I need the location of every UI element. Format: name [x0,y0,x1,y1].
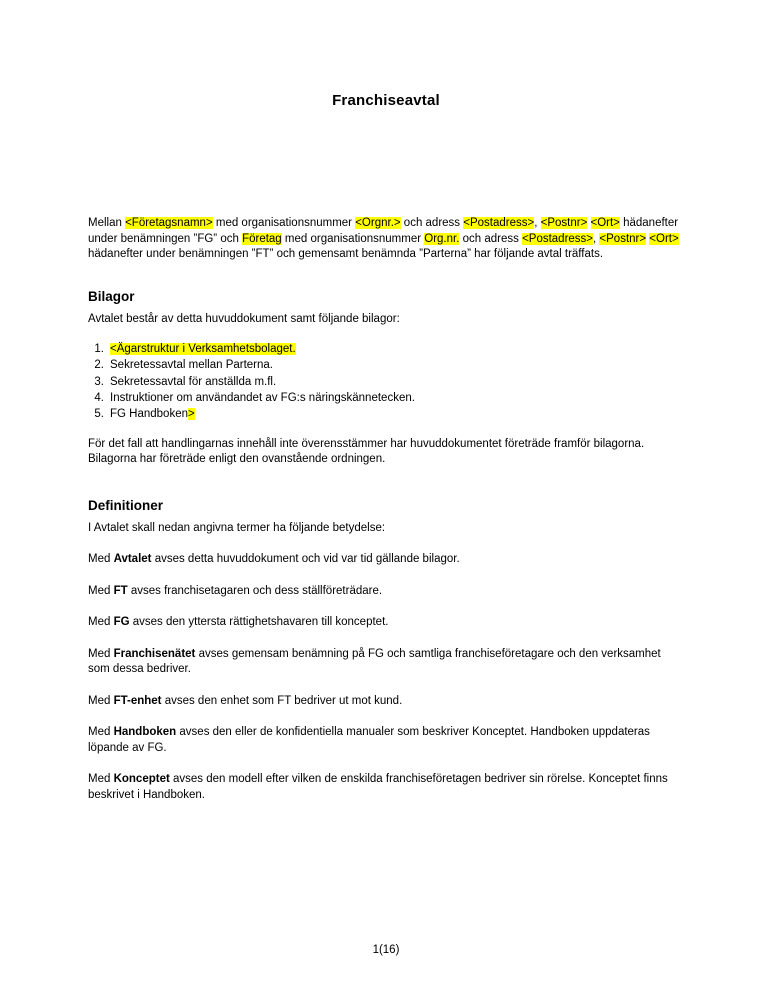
bilagor-lead: Avtalet består av detta huvuddokument samt följande bilagor: [88,312,400,325]
list-item-number: 4. [94,392,104,405]
definition-fg [88,615,684,631]
intro-text-1: Mellan [88,217,126,229]
page-footer [0,944,772,956]
placeholder-ort-1: <Ort> [590,217,620,229]
definition-handboken [88,725,684,756]
page-number: 1(16) [372,944,400,956]
definition-franchisenatet [88,647,684,678]
definition-text: avses den eller de konfidentiella manualer som beskriver Konceptet. Handboken uppdateras löpande av FG. [88,726,650,754]
list-item [88,357,684,373]
list-item-number: 5. [94,408,104,421]
heading-bilagor: Bilagor [88,288,135,304]
intro-text-6: hädanefter under benämningen ”FG” och [88,217,679,245]
placeholder-foretag: Företag [242,232,282,245]
intro-text-8: och adress [459,232,523,245]
definition-text: avses gemensam benämning på FG och samtliga franchiseföretagare och den verksamhet som dessa bedriver. [88,647,661,676]
definition-ft [88,584,684,600]
placeholder-ort-2: <Ort> [649,232,679,245]
list-item-number: 1. [94,343,104,356]
definition-prefix: Med [88,553,114,566]
definition-term: Franchisenätet [113,647,196,660]
definition-text: avses den yttersta rättighetshavaren till konceptet. [129,616,389,629]
placeholder-foretagsnamn: <Företagsnamn> [125,217,213,229]
definition-text: avses detta huvuddokument och vid var tid gällande bilagor. [151,553,460,566]
list-item-number: 2. [94,359,104,372]
intro-text-2: med organisationsnummer [212,217,356,229]
page-title: Franchiseavtal [332,92,440,109]
definition-prefix: Med [88,694,114,707]
placeholder-postadress-1: <Postadress> [463,217,535,229]
definitioner-lead: I Avtalet skall nedan angivna termer ha följande betydelse: [88,521,386,534]
definition-ft-enhet [88,694,684,710]
definition-prefix: Med [88,726,114,739]
definition-avtalet [88,552,684,568]
heading-definitioner: Definitioner [88,497,164,513]
intro-text-3: och adress [400,217,464,229]
definition-prefix: Med [88,647,114,660]
list-item-hl-close: > [188,408,195,421]
definition-term: Konceptet [113,773,170,786]
definition-term: FT [113,584,128,597]
intro-text-9: , [593,232,600,245]
section-bilagor [88,289,684,468]
bilagor-list [88,341,684,423]
list-item-label: Sekretessavtal mellan Parterna. [110,359,273,372]
intro-text-4: , [534,217,541,229]
definition-text: avses den enhet som FT bedriver ut mot kund. [161,694,403,707]
definition-term: Handboken [113,726,177,739]
placeholder-postnr-2: <Postnr> [599,232,647,245]
intro-text-7: med organisationsnummer [281,232,425,245]
definition-text: avses franchisetagaren och dess ställföreträdare. [127,584,383,597]
placeholder-postadress-2: <Postadress> [522,232,594,245]
list-item [88,390,684,406]
list-item-label: FG Handboken [110,408,188,421]
intro-paragraph [88,216,684,263]
list-item-label: Instruktioner om användandet av FG:s näringskännetecken. [110,392,415,405]
list-item-label: Ägarstruktur i Verksamhetsbolaget. [116,343,296,356]
list-item [88,374,684,390]
placeholder-orgnr-2: Org.nr. [424,232,460,245]
placeholder-orgnr: <Orgnr.> [355,217,401,229]
list-item-number: 3. [94,375,104,388]
bilagor-closing: För det fall att handlingarnas innehåll inte överensstämmer har huvuddokumentet företräde framför bilagorna. Bilagorna har företräde enligt den ovanstående ordningen. [88,437,645,466]
definition-prefix: Med [88,584,114,597]
definition-term: Avtalet [113,553,152,566]
list-item-hl-open: < [110,343,117,356]
list-item-label: Sekretessavtal för anställda m.fl. [110,375,277,388]
definition-prefix: Med [88,616,114,629]
definition-term: FG [113,616,130,629]
list-item [88,341,684,357]
intro-text-11: hädanefter under benämningen ”FT” och gemensamt benämnda ”Parterna” har följande avtal träffats. [88,248,604,261]
list-item [88,406,684,422]
section-definitioner [88,498,684,804]
definition-term: FT-enhet [113,694,162,707]
definition-prefix: Med [88,773,114,786]
placeholder-postnr-1: <Postnr> [540,217,588,229]
definition-konceptet [88,772,684,803]
definition-text: avses den modell efter vilken de enskilda franchiseföretagen bedriver sin rörelse. Konceptet finns beskrivet i Handboken. [88,773,668,801]
